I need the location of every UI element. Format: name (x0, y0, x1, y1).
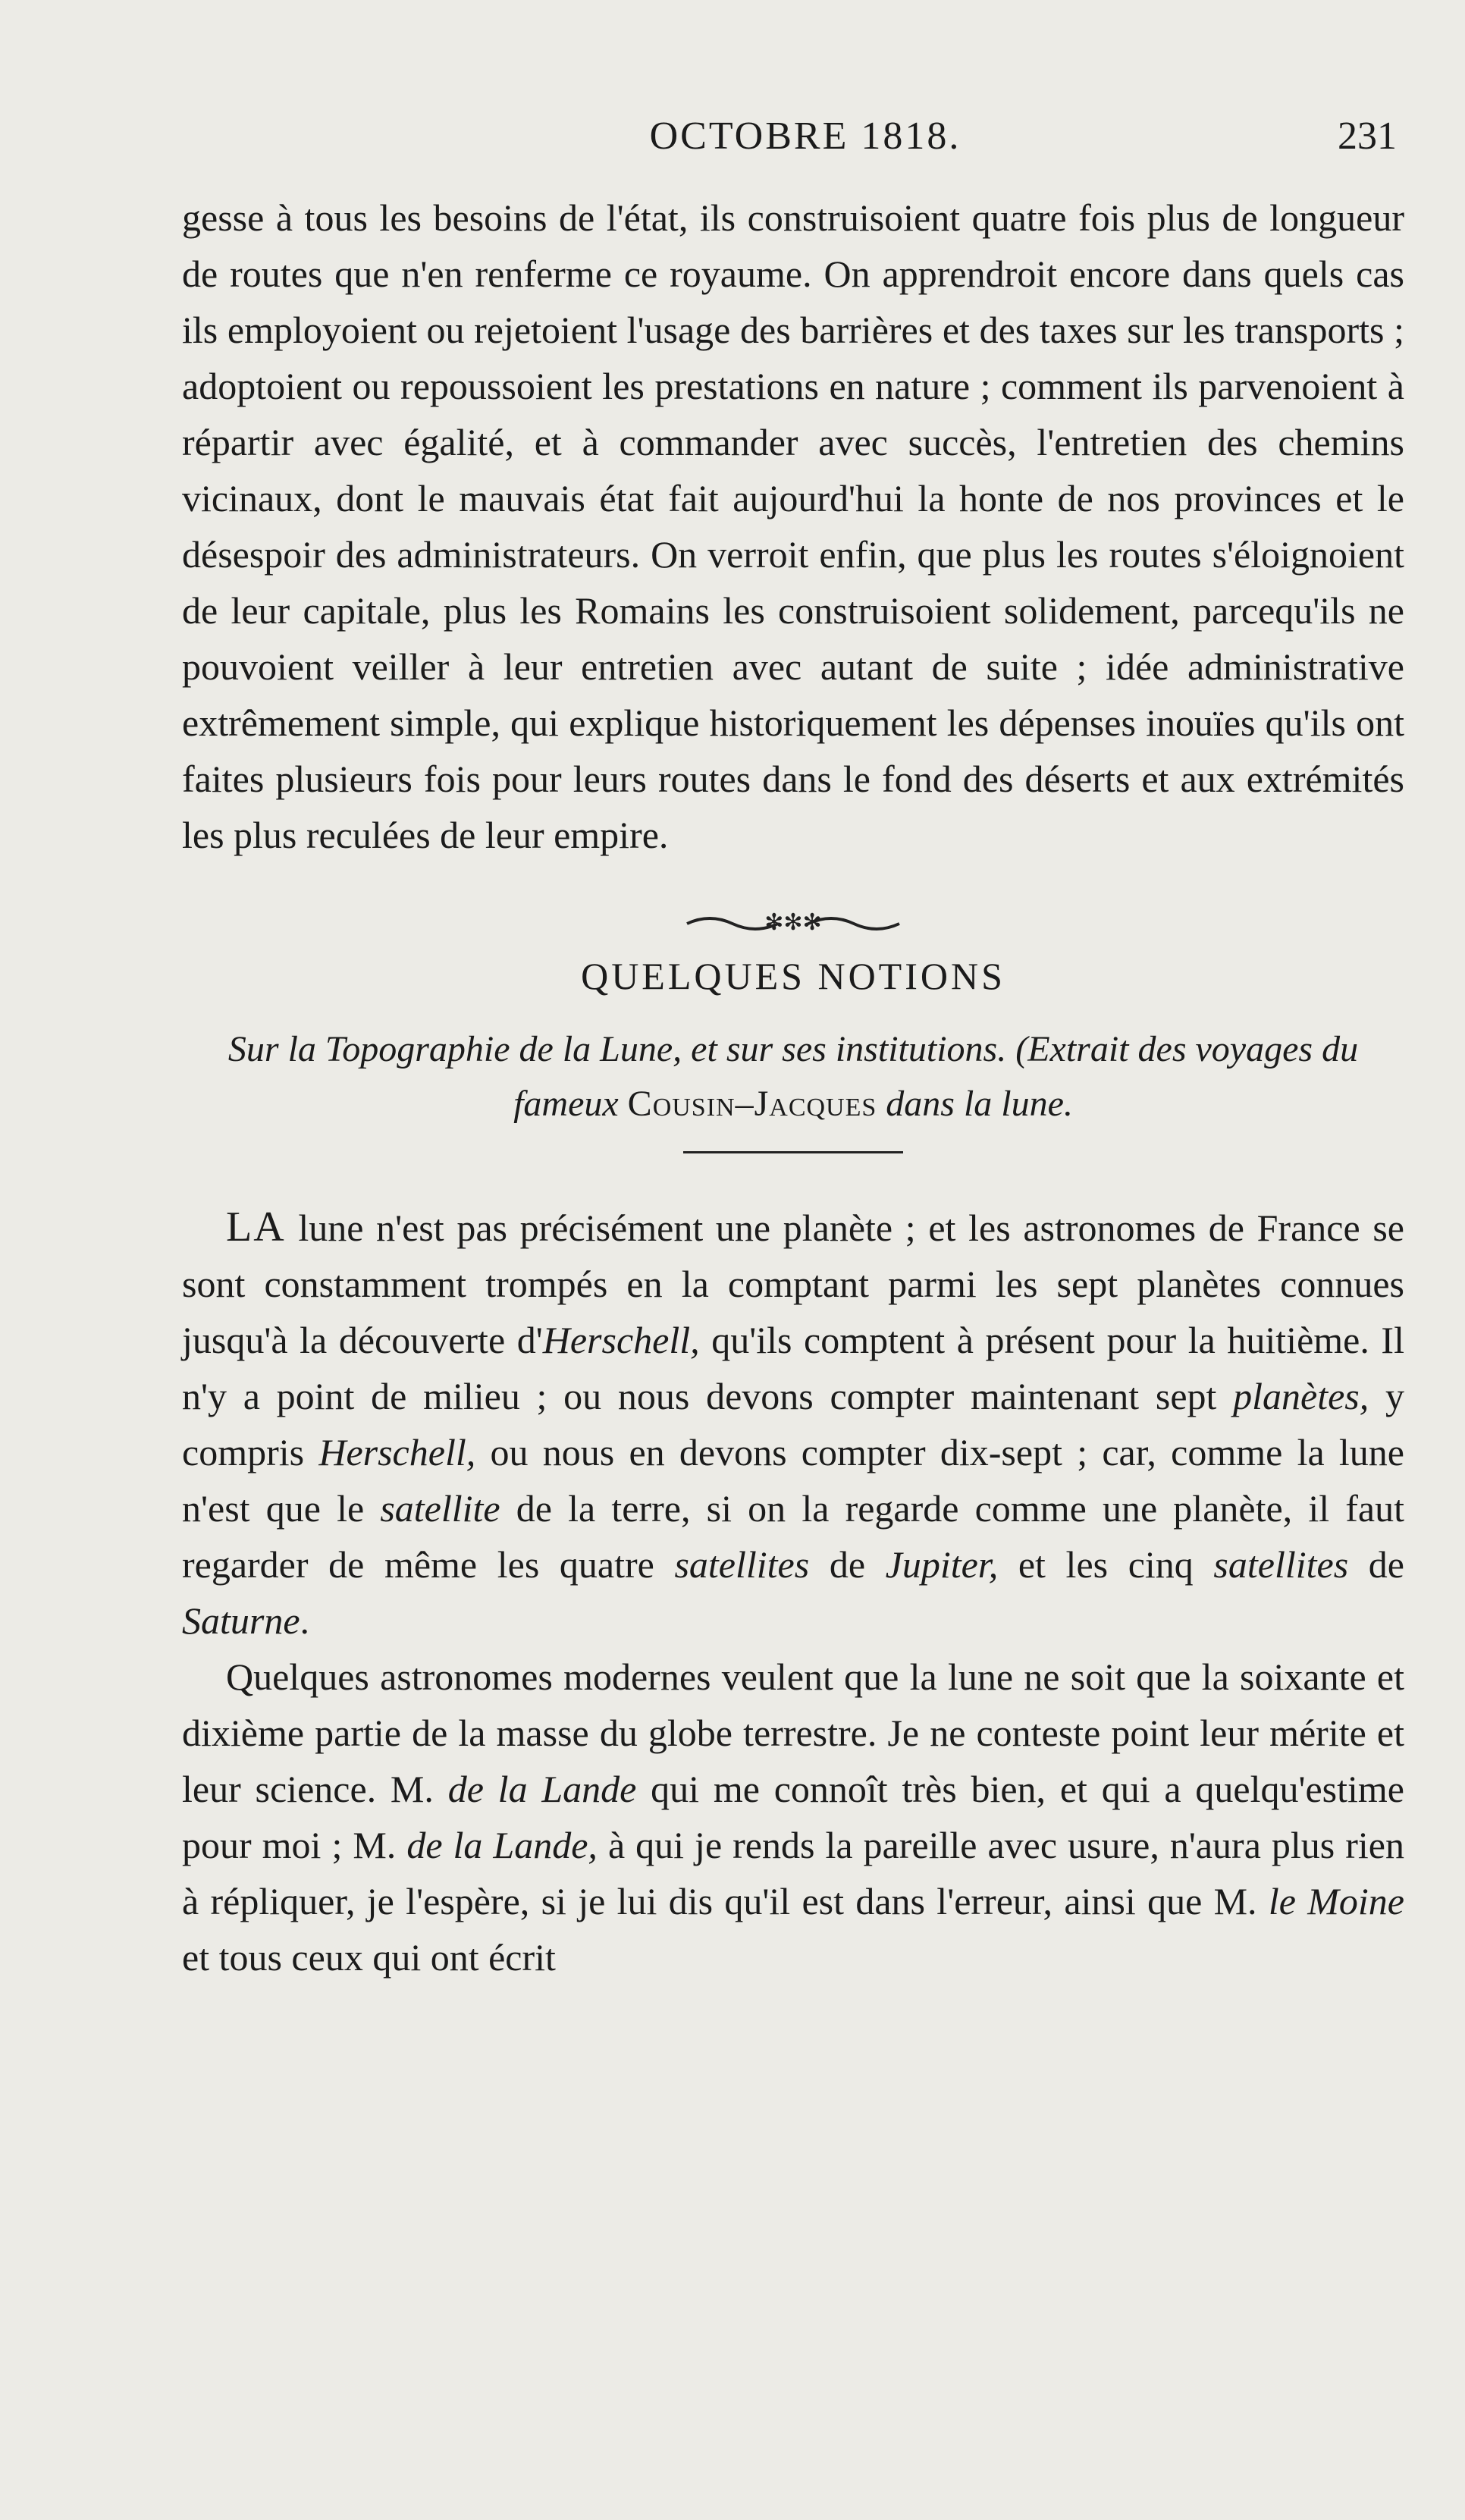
section-heading: QUELQUES NOTIONS (581, 955, 1005, 997)
paragraph-text: Quelques astronomes modernes veulent que la lune ne soit que la soixante et dixième partie de la masse du globe terrestre. Je ne conteste point leur mérite et leur science. M. (182, 1655, 1404, 1810)
italic-name: Saturne (182, 1599, 300, 1642)
subtitle-text: Sur la Topographie de la Lune, et sur ses institutions. (Extrait des voyages du fameux (227, 1029, 1359, 1124)
italic-name: Herschell, (318, 1431, 476, 1473)
paragraph-text: ou nous en devons compter dix-sept ; car, comme la lune n'est que le (182, 1431, 1404, 1530)
italic-term: planètes, (1233, 1375, 1369, 1417)
section-rule (683, 1151, 903, 1153)
paragraph-initial: LA (226, 1204, 286, 1251)
body-paragraph-continued: gesse à tous les besoins de l'état, ils construisoient quatre fois plus de longueur de routes que n'en renferme ce royaume. On apprendroit encore dans quels cas ils employoient ou rejetoient l'usage des barrières et des taxes sur les transports ; adoptoient ou repoussoient les prestations en nature ; comment ils parvenoient à répartir avec égalité, et à commander avec succès, l'entretien des chemins vicinaux, dont le mauvais état fait aujourd'hui la honte de nos provinces et le désespoir des administrateurs. On verroit enfin, que plus les routes s'éloignoient de leur capitale, plus les Romains les construisoient solidement, parcequ'ils ne pouvoient veiller à leur entretien avec autant de suite ; idée administrative extrêmement simple, qui explique historiquement les dépenses inouïes qu'ils ont faites plusieurs fois pour leurs routes dans le fond des déserts et aux extrémités les plus reculées de leur empire. (182, 196, 1404, 856)
paragraph-text: . (300, 1599, 310, 1642)
subtitle-author: Cousin–Jacques (627, 1084, 877, 1124)
page-number: 231 (1338, 115, 1397, 158)
paragraph-text: à qui je rends la pareille avec usure, n'aura plus rien à répliquer, je l'espère, si je lui dis qu'il est dans l'erreur, ainsi que M. (182, 1824, 1404, 1922)
paragraph-text: et les cinq (998, 1543, 1214, 1586)
italic-term: satellites (1213, 1543, 1349, 1586)
italic-name: le Moine (1268, 1880, 1404, 1922)
paragraph-text: de (1348, 1543, 1404, 1586)
paragraph-astronomers (182, 1649, 1404, 1985)
italic-name: Herschell, (542, 1319, 700, 1361)
paragraph-text: de la terre, si on la regarde comme une planète, il faut regarder de même les quatre (182, 1487, 1405, 1586)
subtitle-text-end: dans la lune. (877, 1084, 1073, 1124)
italic-name: Jupiter, (885, 1543, 999, 1586)
section-subtitle (182, 1022, 1404, 1131)
paragraph-planets (182, 1199, 1404, 1649)
paragraph-text: qu'ils comptent à présent pour la huitième. Il n'y a point de milieu ; ou nous devons compter maintenant sept (182, 1319, 1404, 1417)
paragraph-text: et tous ceux qui ont écrit (182, 1936, 556, 1979)
paragraph-text: y compris (182, 1375, 1404, 1473)
italic-term: satellites (674, 1543, 810, 1586)
svg-text:✻✻✻: ✻✻✻ (764, 909, 822, 934)
running-title: OCTOBRE 1818. (649, 115, 962, 158)
italic-name: de la Lande (447, 1768, 637, 1810)
italic-name: de la Lande, (406, 1824, 598, 1866)
paragraph-text: qui me connoît très bien, et qui a quelqu'estime pour moi ; M. (182, 1768, 1404, 1866)
paragraph-text: lune n'est pas précisément une planète ; et les astronomes de France se sont constamment trompés en la comptant parmi les sept planètes connues jusqu'à la découverte d' (182, 1207, 1404, 1361)
ornament-divider (182, 909, 1404, 934)
ornament-icon (679, 909, 907, 934)
paragraph-text: de (809, 1543, 886, 1586)
italic-term: satellite (380, 1487, 500, 1530)
running-head (182, 114, 1404, 174)
